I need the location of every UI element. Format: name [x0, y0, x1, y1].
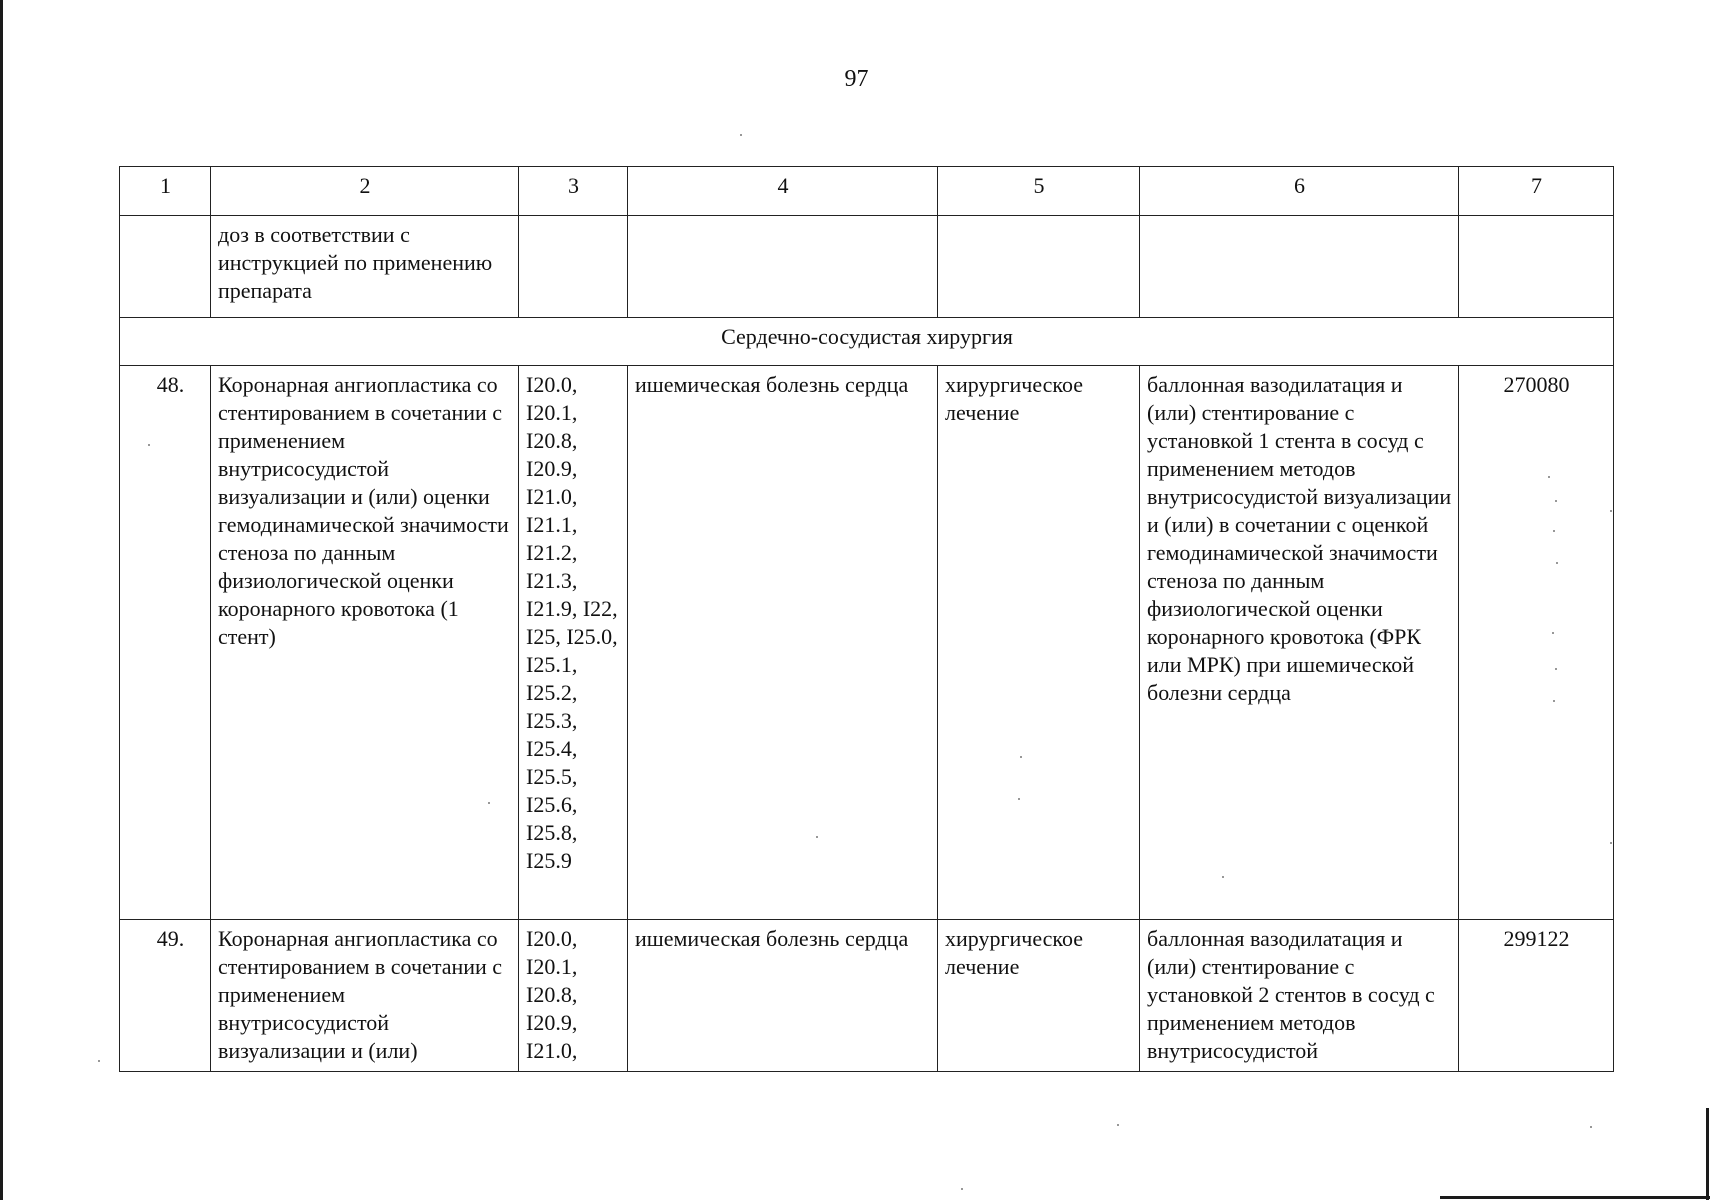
scan-speck — [488, 802, 490, 804]
cont-cell-diagnosis — [628, 216, 938, 318]
scan-speck — [1556, 562, 1558, 564]
cont-cell-cost — [1459, 216, 1614, 318]
row-number — [120, 366, 211, 920]
cont-cell-number — [120, 216, 211, 318]
scan-speck — [98, 1060, 100, 1062]
scan-border-left — [0, 0, 3, 1200]
scan-speck — [1590, 1126, 1592, 1128]
scan-speck — [1553, 700, 1555, 702]
cont-cell-procedure: доз в соответствии с инструкцией по применению препарата — [211, 216, 519, 318]
scan-speck — [1555, 500, 1557, 502]
scan-speck — [1553, 530, 1555, 532]
scan-speck — [148, 444, 150, 446]
scan-speck — [816, 836, 818, 838]
row-number-text: 48. — [156, 372, 185, 397]
cont-cell-treatment — [938, 216, 1140, 318]
scan-speck — [1222, 876, 1224, 878]
section-row — [120, 318, 1614, 366]
treatment-type: хирургическое лечение — [938, 920, 1140, 1072]
header-cell-3: 3 — [519, 167, 628, 216]
header-cell-7: 7 — [1459, 167, 1614, 216]
procedure-name: Коронарная ангиопластика со стентированием в сочетании с применением внутрисосудистой визуализации и (или) — [211, 920, 519, 1072]
scan-speck — [1117, 1124, 1119, 1126]
continuation-row — [120, 216, 1614, 318]
cost-value: 299122 — [1459, 920, 1614, 1072]
table-row — [120, 366, 1614, 920]
page-number: 97 — [844, 66, 869, 92]
cont-cell-codes — [519, 216, 628, 318]
treatment-method: баллонная вазодилатация и (или) стентирование с установкой 2 стентов в сосуд с применением методов внутрисосудистой — [1140, 920, 1459, 1072]
scan-speck — [1548, 476, 1550, 478]
scan-border-right — [1706, 1108, 1709, 1200]
scan-speck — [1555, 668, 1557, 670]
table-row — [120, 920, 1614, 1072]
cost-value: 270080 — [1459, 366, 1614, 920]
medical-services-table — [119, 166, 1614, 1072]
row-number — [120, 920, 211, 1072]
diagnosis: ишемическая болезнь сердца — [628, 366, 938, 920]
treatment-type: хирургическое лечение — [938, 366, 1140, 920]
header-cell-6: 6 — [1140, 167, 1459, 216]
header-cell-2: 2 — [211, 167, 519, 216]
diagnosis: ишемическая болезнь сердца — [628, 920, 938, 1072]
scan-speck — [1610, 842, 1612, 844]
header-cell-5: 5 — [938, 167, 1140, 216]
scan-speck — [1018, 798, 1020, 800]
header-cell-1: 1 — [120, 167, 211, 216]
scan-speck — [1610, 510, 1612, 512]
icd-codes: I20.0, I20.1, I20.8, I20.9, I21.0, — [519, 920, 628, 1072]
row-number-text: 49. — [156, 926, 185, 951]
header-cell-4: 4 — [628, 167, 938, 216]
section-title: Сердечно-сосудистая хирургия — [120, 318, 1614, 366]
treatment-method: баллонная вазодилатация и (или) стентирование с установкой 1 стента в сосуд с применением методов внутрисосудистой визуализации и (или) в сочетании с оценкой гемодинамической значимости стеноза по данным физиологической оценки коронарного кровотока (ФРК или МРК) при ишемической болезни сердца — [1140, 366, 1459, 920]
scan-speck — [1020, 756, 1022, 758]
table-header-row — [120, 167, 1614, 216]
scan-border-bottom — [1440, 1196, 1710, 1199]
procedure-name: Коронарная ангиопластика со стентированием в сочетании с применением внутрисосудистой визуализации и (или) оценки гемодинамической значимости стеноза по данным физиологической оценки коронарного кровотока (1 стент) — [211, 366, 519, 920]
scan-speck — [740, 134, 742, 136]
scan-speck — [1552, 632, 1554, 634]
icd-codes: I20.0, I20.1, I20.8, I20.9, I21.0, I21.1, I21.2, I21.3, I21.9, I22, I25, I25.0, I25.1, I25.2, I25.3, I25.4, I25.5, I25.6, I25.8, I25.9 — [519, 366, 628, 920]
scan-speck — [961, 1188, 963, 1190]
cont-cell-method — [1140, 216, 1459, 318]
